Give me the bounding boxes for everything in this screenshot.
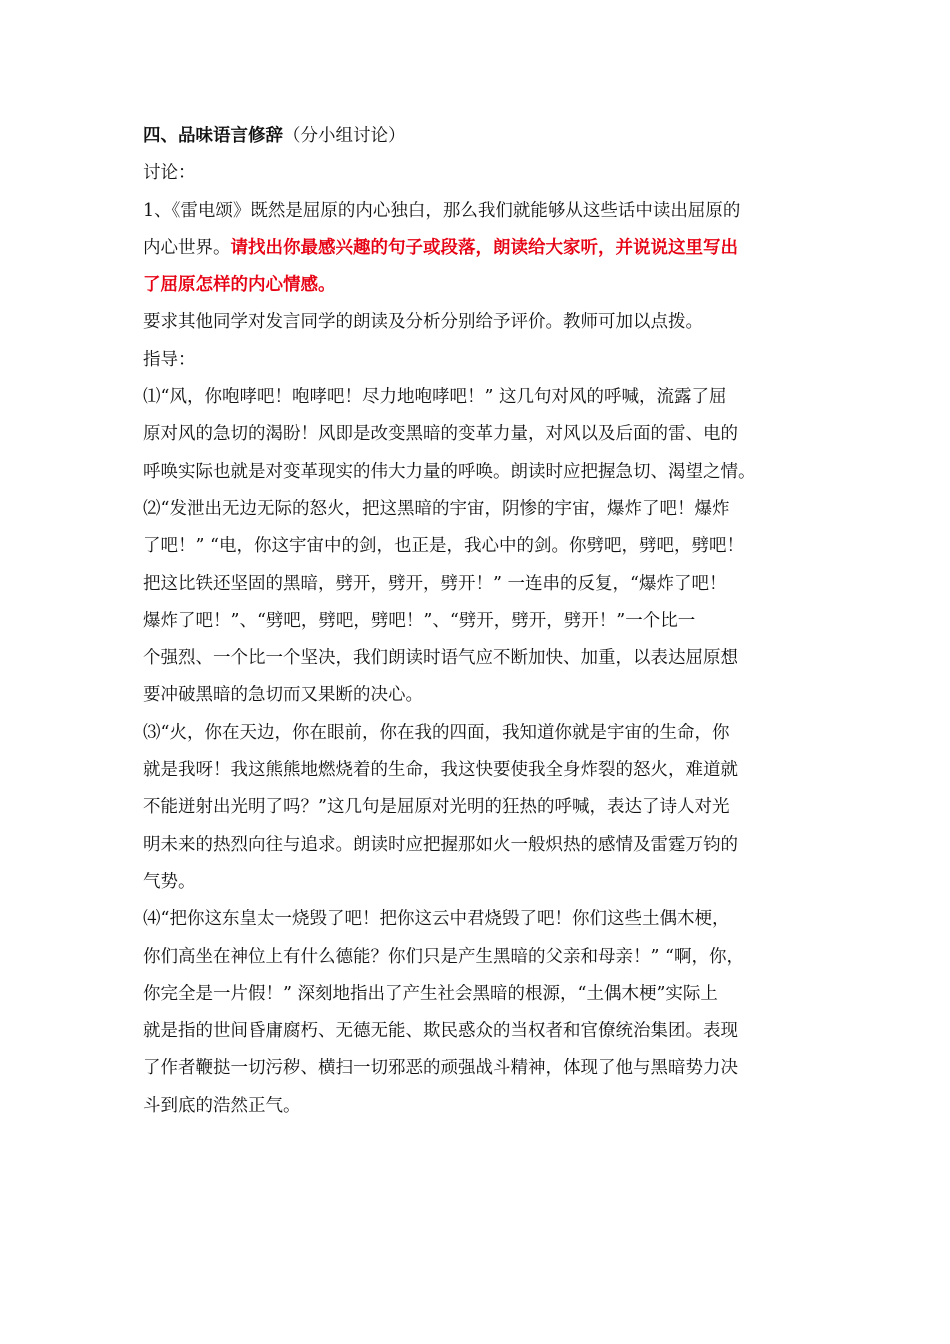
guidance-point-line: 把这比铁还坚固的黑暗，劈开，劈开，劈开！” 一连串的反复，“爆炸了吧！	[143, 573, 727, 594]
guidance-point-line: 了作者鞭挞一切污秽、横扫一切邪恶的顽强战斗精神，体现了他与黑暗势力决	[143, 1058, 738, 1079]
section-heading	[143, 118, 823, 155]
guidance-point-line: 气势。	[143, 871, 196, 892]
guidance-point-line: 要冲破黑暗的急切而又果断的决心。	[143, 685, 423, 706]
guidance-point-line: 你完全是一片假！” 深刻地指出了产生社会黑暗的根源，“土偶木梗”实际上	[143, 983, 718, 1004]
guidance-point-line: 爆炸了吧！”、“劈吧，劈吧，劈吧！”、“劈开，劈开，劈开！”一个比一	[143, 610, 696, 631]
guidance-point-3	[143, 715, 823, 901]
guidance-point-line: 你们高坐在神位上有什么德能？你们只是产生黑暗的父亲和母亲！” “啊，你，	[143, 946, 744, 967]
guidance-point-4	[143, 901, 823, 1125]
guidance-point-line: ⑵“发泄出无边无际的怒火，把这黑暗的宇宙，阴惨的宇宙，爆炸了吧！爆炸	[143, 498, 730, 519]
section-heading-title: 四、品味语言修辞	[143, 126, 283, 146]
guidance-point-line: 就是指的世间昏庸腐朽、无德无能、欺民惑众的当权者和官僚统治集团。表现	[143, 1021, 738, 1042]
guidance-point-line: ⑴“风，你咆哮吧！咆哮吧！尽力地咆哮吧！” 这几句对风的呼喊，流露了屈	[143, 387, 727, 408]
discussion-item-1-plain: 内心世界。	[143, 237, 231, 258]
discussion-task-highlight-continued: 了屈原怎样的内心情感。	[143, 275, 336, 296]
discussion-item-1-line-2	[143, 230, 823, 267]
document-page	[143, 118, 823, 1125]
discussion-requirement: 要求其他同学对发言同学的朗读及分析分别给予评价。教师可加以点拨。	[143, 312, 703, 333]
guidance-point-2	[143, 491, 823, 715]
guidance-point-line: 就是我呀！我这熊熊地燃烧着的生命，我这快要使我全身炸裂的怒火，难道就	[143, 760, 738, 781]
section-heading-note: （分小组讨论）	[283, 126, 406, 146]
guidance-point-line: ⑷“把你这东皇太一烧毁了吧！把你这云中君烧毁了吧！你们这些土偶木梗，	[143, 909, 730, 930]
discussion-label: 讨论：	[143, 163, 196, 184]
discussion-task-highlight: 请找出你最感兴趣的句子或段落，朗读给大家听，并说说这里写出	[230, 237, 738, 258]
guidance-point-line: 呼唤实际也就是对变革现实的伟大力量的呼唤。朗读时应把握急切、渴望之情。	[143, 461, 756, 482]
guidance-point-line: 原对风的急切的渴盼！风即是改变黑暗的变革力量，对风以及后面的雷、电的	[143, 424, 738, 445]
guidance-point-line: 个强烈、一个比一个坚决，我们朗读时语气应不断加快、加重，以表达屈原想	[143, 648, 738, 669]
guidance-point-1	[143, 379, 823, 491]
guidance-point-line: 不能迸射出光明了吗？”这几句是屈原对光明的狂热的呼喊，表达了诗人对光	[143, 797, 730, 818]
discussion-item-1-line-1: 1、《雷电颂》既然是屈原的内心独白，那么我们就能够从这些话中读出屈原的	[143, 200, 741, 221]
guidance-point-line: 了吧！” “电，你这宇宙中的剑，也正是，我心中的剑。你劈吧，劈吧，劈吧！	[143, 536, 744, 557]
guidance-point-line: 明未来的热烈向往与追求。朗读时应把握那如火一般炽热的感情及雷霆万钧的	[143, 834, 738, 855]
guidance-point-line: 斗到底的浩然正气。	[143, 1095, 301, 1116]
guidance-label: 指导：	[143, 349, 196, 370]
guidance-point-line: ⑶“火，你在天边，你在眼前，你在我的四面，我知道你就是宇宙的生命，你	[143, 722, 730, 743]
